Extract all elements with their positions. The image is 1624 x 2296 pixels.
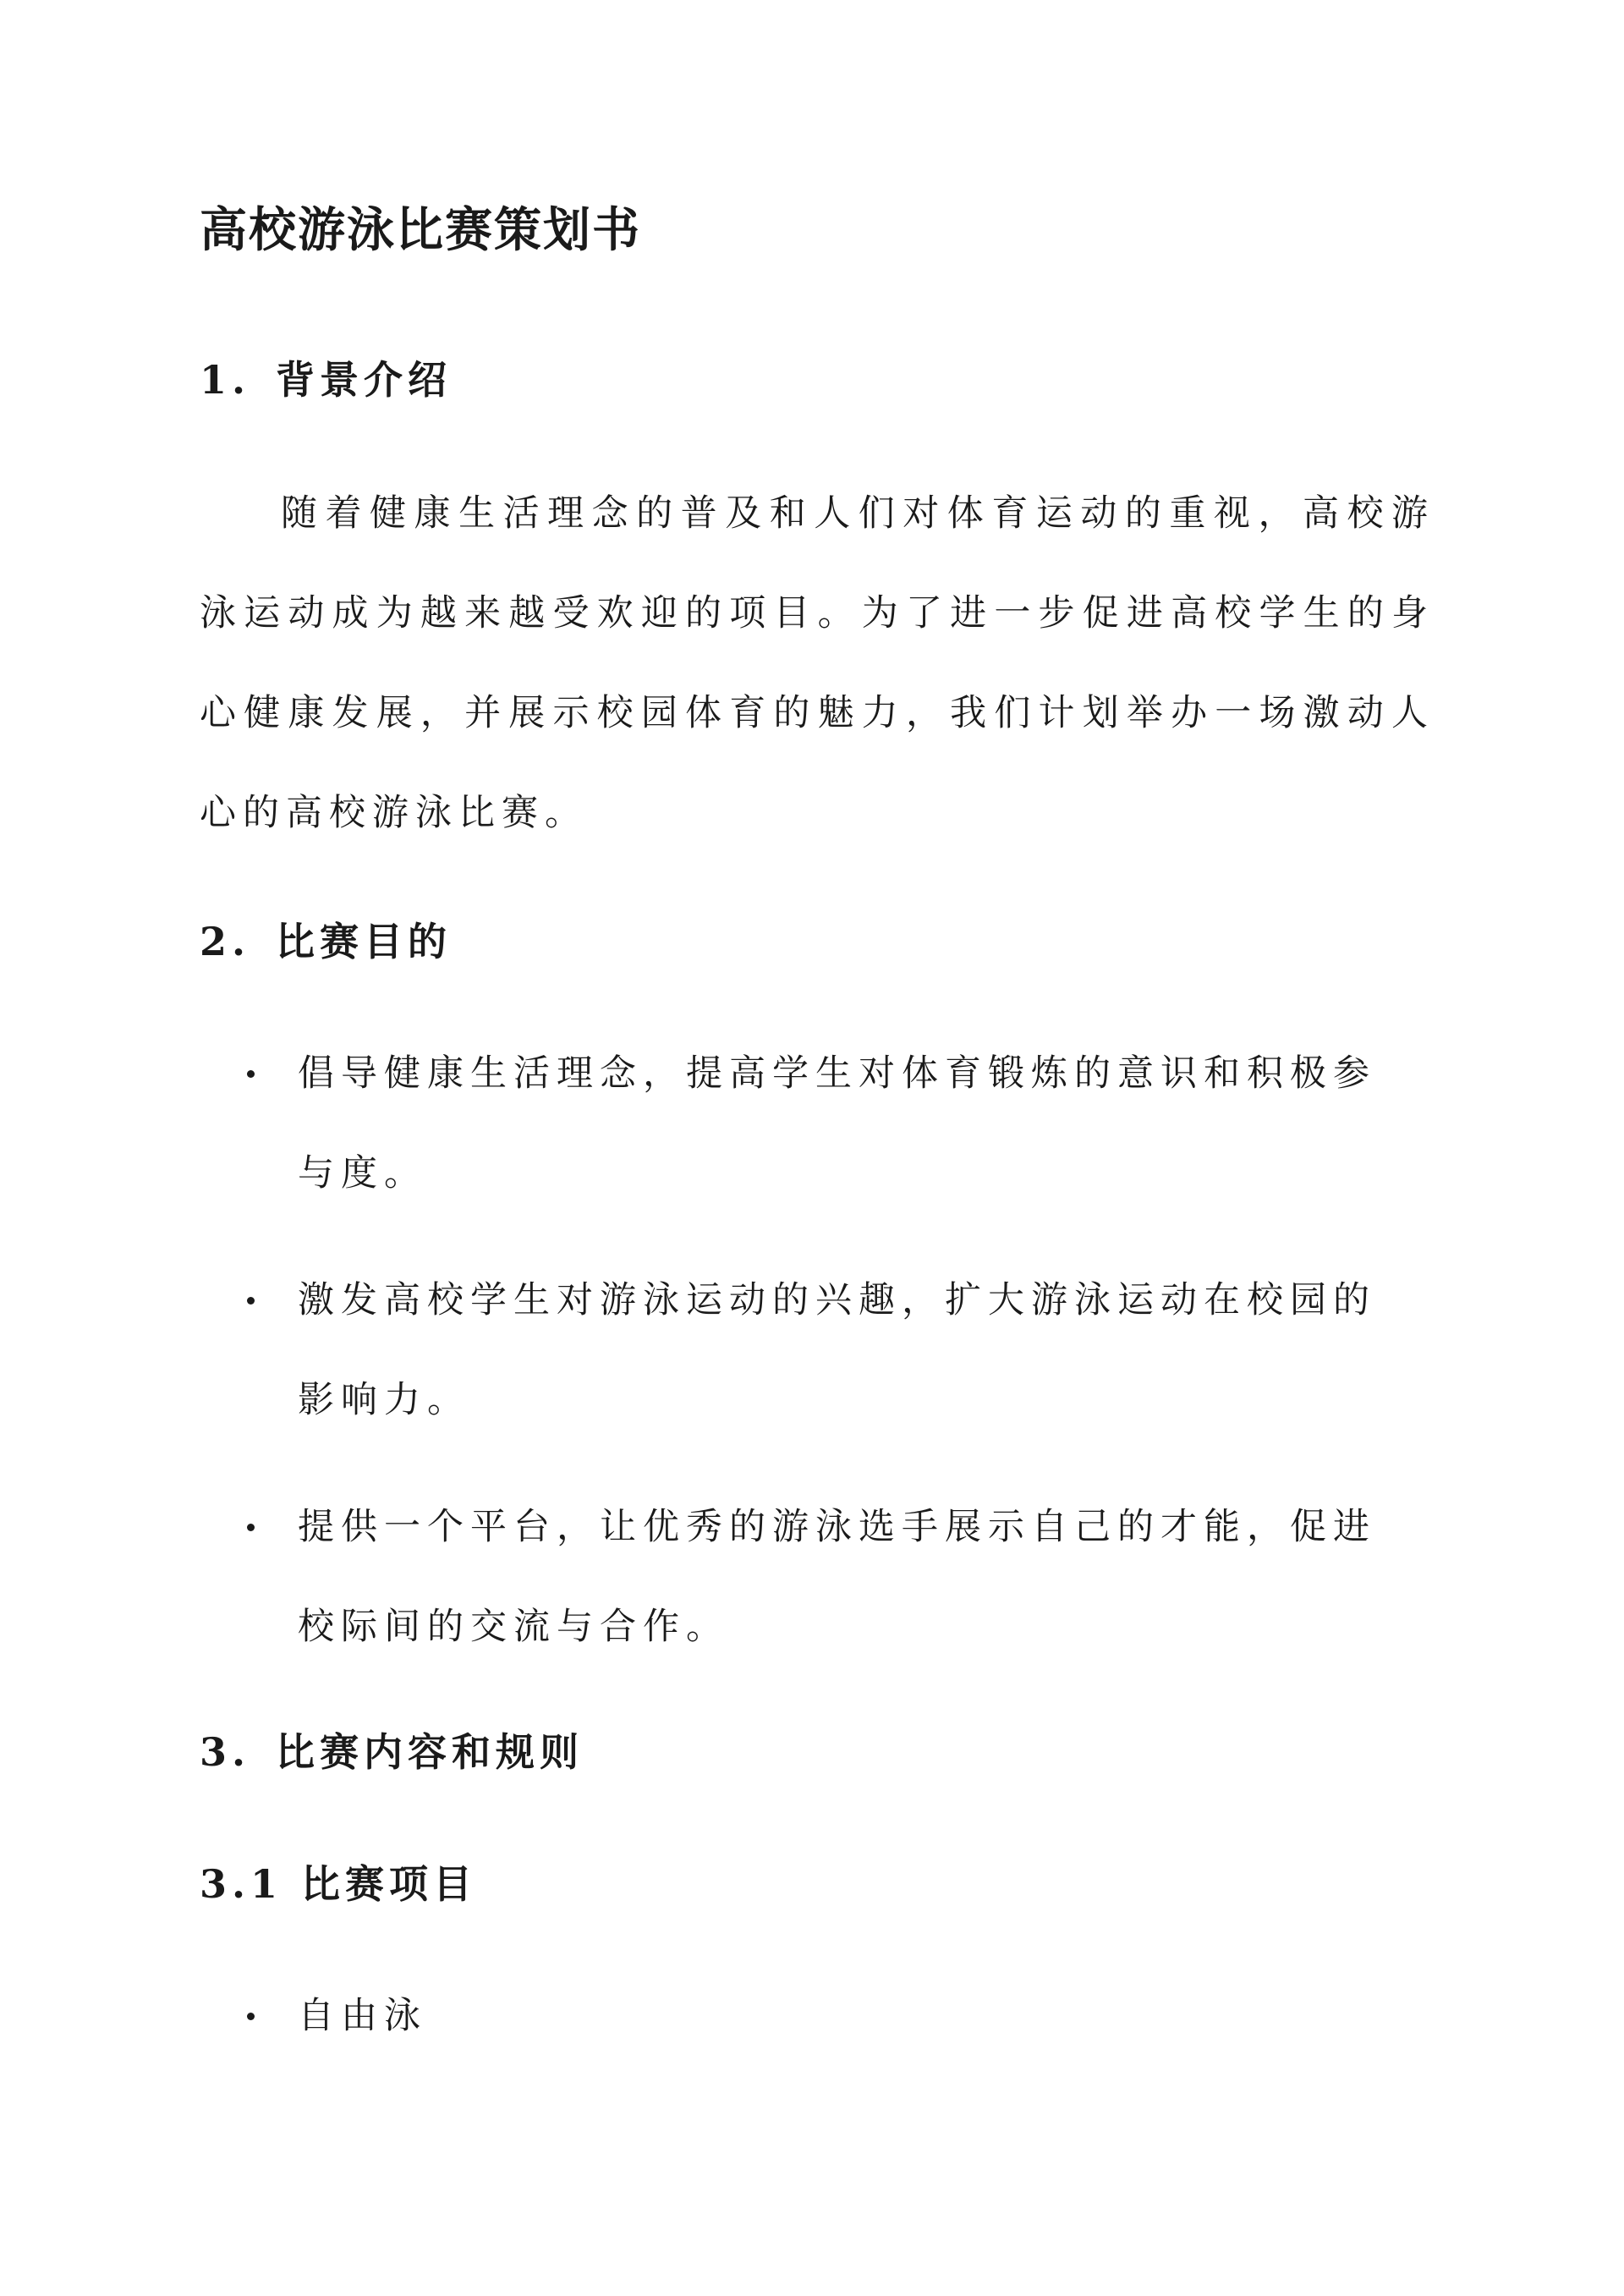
list-item [200, 1024, 1397, 1223]
list-item [200, 1966, 1397, 2066]
section-title: 比赛内容和规则 [276, 1729, 584, 1775]
bullet-icon [247, 1524, 255, 1531]
document-title: 高校游泳比赛策划书 [200, 202, 641, 258]
section-title: 比赛目的 [276, 919, 452, 964]
section-heading-rules [200, 1722, 584, 1782]
events-list [200, 1966, 1435, 2066]
section-title: 比赛项目 [301, 1861, 477, 1907]
background-paragraph: 随着健康生活理念的普及和人们对体育运动的重视，高校游泳运动成为越来越受欢迎的项目。为了进一步促进高校学生的身心健康发展，并展示校园体育的魅力，我们计划举办一场激动人心的高校游泳比赛。 [200, 492, 1435, 834]
bullet-icon [247, 1297, 255, 1305]
list-item-text: 激发高校学生对游泳运动的兴趣，扩大游泳运动在校园的影响力。 [298, 1279, 1376, 1421]
list-item-text: 提供一个平台，让优秀的游泳选手展示自己的才能，促进校际间的交流与合作。 [298, 1506, 1376, 1648]
section-number: 3.1 [200, 1861, 283, 1907]
purpose-list [200, 1024, 1435, 1677]
subsection-heading-events [200, 1854, 477, 1914]
bullet-icon [247, 1070, 255, 1078]
list-item [200, 1250, 1397, 1450]
section-number: 1. [200, 357, 251, 403]
section-number: 2. [200, 919, 251, 964]
section-title: 背景介绍 [276, 357, 452, 403]
list-item-text: 自由泳 [298, 1995, 427, 2037]
bullet-icon [247, 2013, 255, 2020]
section-heading-purpose [200, 912, 452, 971]
section-number: 3. [200, 1729, 251, 1775]
section-heading-background [200, 350, 452, 409]
list-item [200, 1477, 1397, 1677]
list-item-text: 倡导健康生活理念，提高学生对体育锻炼的意识和积极参与度。 [298, 1052, 1376, 1195]
